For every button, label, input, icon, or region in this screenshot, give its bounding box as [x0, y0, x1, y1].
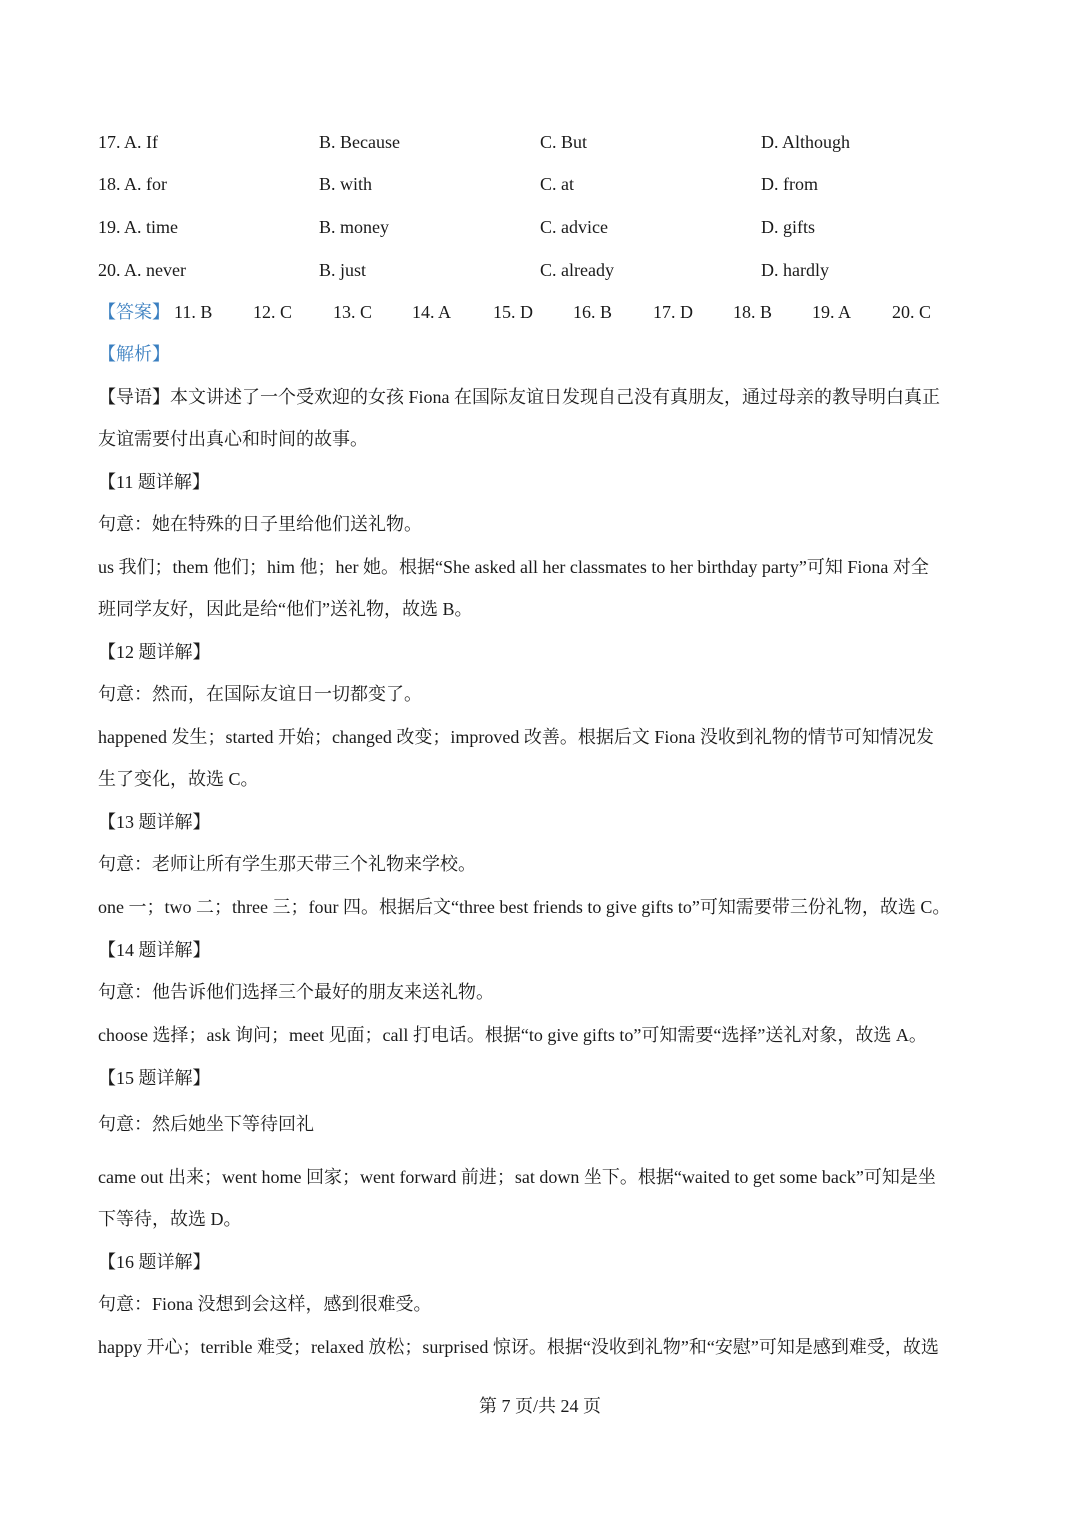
body-line: 【导语】本文讲述了一个受欢迎的女孩 Fiona 在国际友谊日发现自己没有真朋友，通过母亲的教导明白真正 — [98, 387, 940, 407]
section-heading: 【11 题详解】 — [98, 472, 210, 492]
section-heading: 【12 题详解】 — [98, 642, 211, 662]
answer-item: 11. B — [174, 302, 213, 322]
option-d: D. gifts — [761, 217, 815, 237]
section-heading: 【16 题详解】 — [98, 1252, 211, 1272]
option-b: B. just — [319, 260, 367, 280]
option-a: 19. A. time — [98, 217, 178, 237]
body-line: 下等待，故选 D。 — [98, 1209, 242, 1229]
body-line: came out 出来；went home 回家；went forward 前进；sat down 坐下。根据“waited to get some back”可知是坐 — [98, 1167, 936, 1187]
body-line: 句意：他告诉他们选择三个最好的朋友来送礼物。 — [98, 982, 494, 1002]
body-line: 班同学友好，因此是给“他们”送礼物，故选 B。 — [98, 599, 473, 619]
option-a: 20. A. never — [98, 260, 186, 280]
page-footer: 第 7 页/共 24 页 — [478, 1396, 601, 1416]
body-line: 友谊需要付出真心和时间的故事。 — [98, 429, 368, 449]
answer-item: 17. D — [653, 302, 693, 322]
answer-item: 13. C — [333, 302, 373, 322]
answer-item: 16. B — [573, 302, 613, 322]
body-line: one 一；two 二；three 三；four 四。根据后文“three best friends to give gifts to”可知需要带三份礼物，故选 C。 — [98, 897, 951, 917]
body-line: us 我们；them 他们；him 他；her 她。根据“She asked all her classmates to her birthday party”可知 Fiona 对全 — [98, 557, 929, 577]
option-d: D. Although — [761, 132, 851, 152]
option-c: C. advice — [540, 217, 608, 237]
body-line: choose 选择；ask 询问；meet 见面；call 打电话。根据“to give gifts to”可知需要“选择”送礼对象，故选 A。 — [98, 1025, 927, 1045]
answer-label: 【答案】 — [98, 302, 170, 322]
section-heading: 【13 题详解】 — [98, 812, 211, 832]
answer-item: 14. A — [412, 302, 452, 322]
answer-item: 20. C — [892, 302, 932, 322]
answer-item: 18. B — [733, 302, 773, 322]
option-c: C. already — [540, 260, 614, 280]
option-b: B. money — [319, 217, 389, 237]
body-line: 句意：老师让所有学生那天带三个礼物来学校。 — [98, 854, 476, 874]
body-line: happened 发生；started 开始；changed 改变；improved 改善。根据后文 Fiona 没收到礼物的情节可知情况发 — [98, 727, 934, 747]
option-c: C. But — [540, 132, 588, 152]
body-line: 句意：然后她坐下等待回礼 — [98, 1114, 314, 1134]
option-d: D. from — [761, 174, 818, 194]
option-c: C. at — [540, 174, 574, 194]
option-a: 17. A. If — [98, 132, 158, 152]
body-line: 句意：她在特殊的日子里给他们送礼物。 — [98, 514, 422, 534]
answer-item: 15. D — [493, 302, 533, 322]
body-line: happy 开心；terrible 难受；relaxed 放松；surprised 惊讶。根据“没收到礼物”和“安慰”可知是感到难受，故选 — [98, 1337, 939, 1357]
section-heading: 【15 题详解】 — [98, 1068, 211, 1088]
body-line: 生了变化，故选 C。 — [98, 769, 259, 789]
body-line: 句意：然而，在国际友谊日一切都变了。 — [98, 684, 422, 704]
analysis-label: 【解析】 — [98, 344, 170, 364]
option-b: B. Because — [319, 132, 400, 152]
body-line: 句意：Fiona 没想到会这样，感到很难受。 — [98, 1294, 432, 1314]
section-heading: 【14 题详解】 — [98, 940, 211, 960]
option-a: 18. A. for — [98, 174, 167, 194]
answer-item: 19. A — [812, 302, 852, 322]
option-b: B. with — [319, 174, 373, 194]
answer-item: 12. C — [253, 302, 293, 322]
option-d: D. hardly — [761, 260, 829, 280]
